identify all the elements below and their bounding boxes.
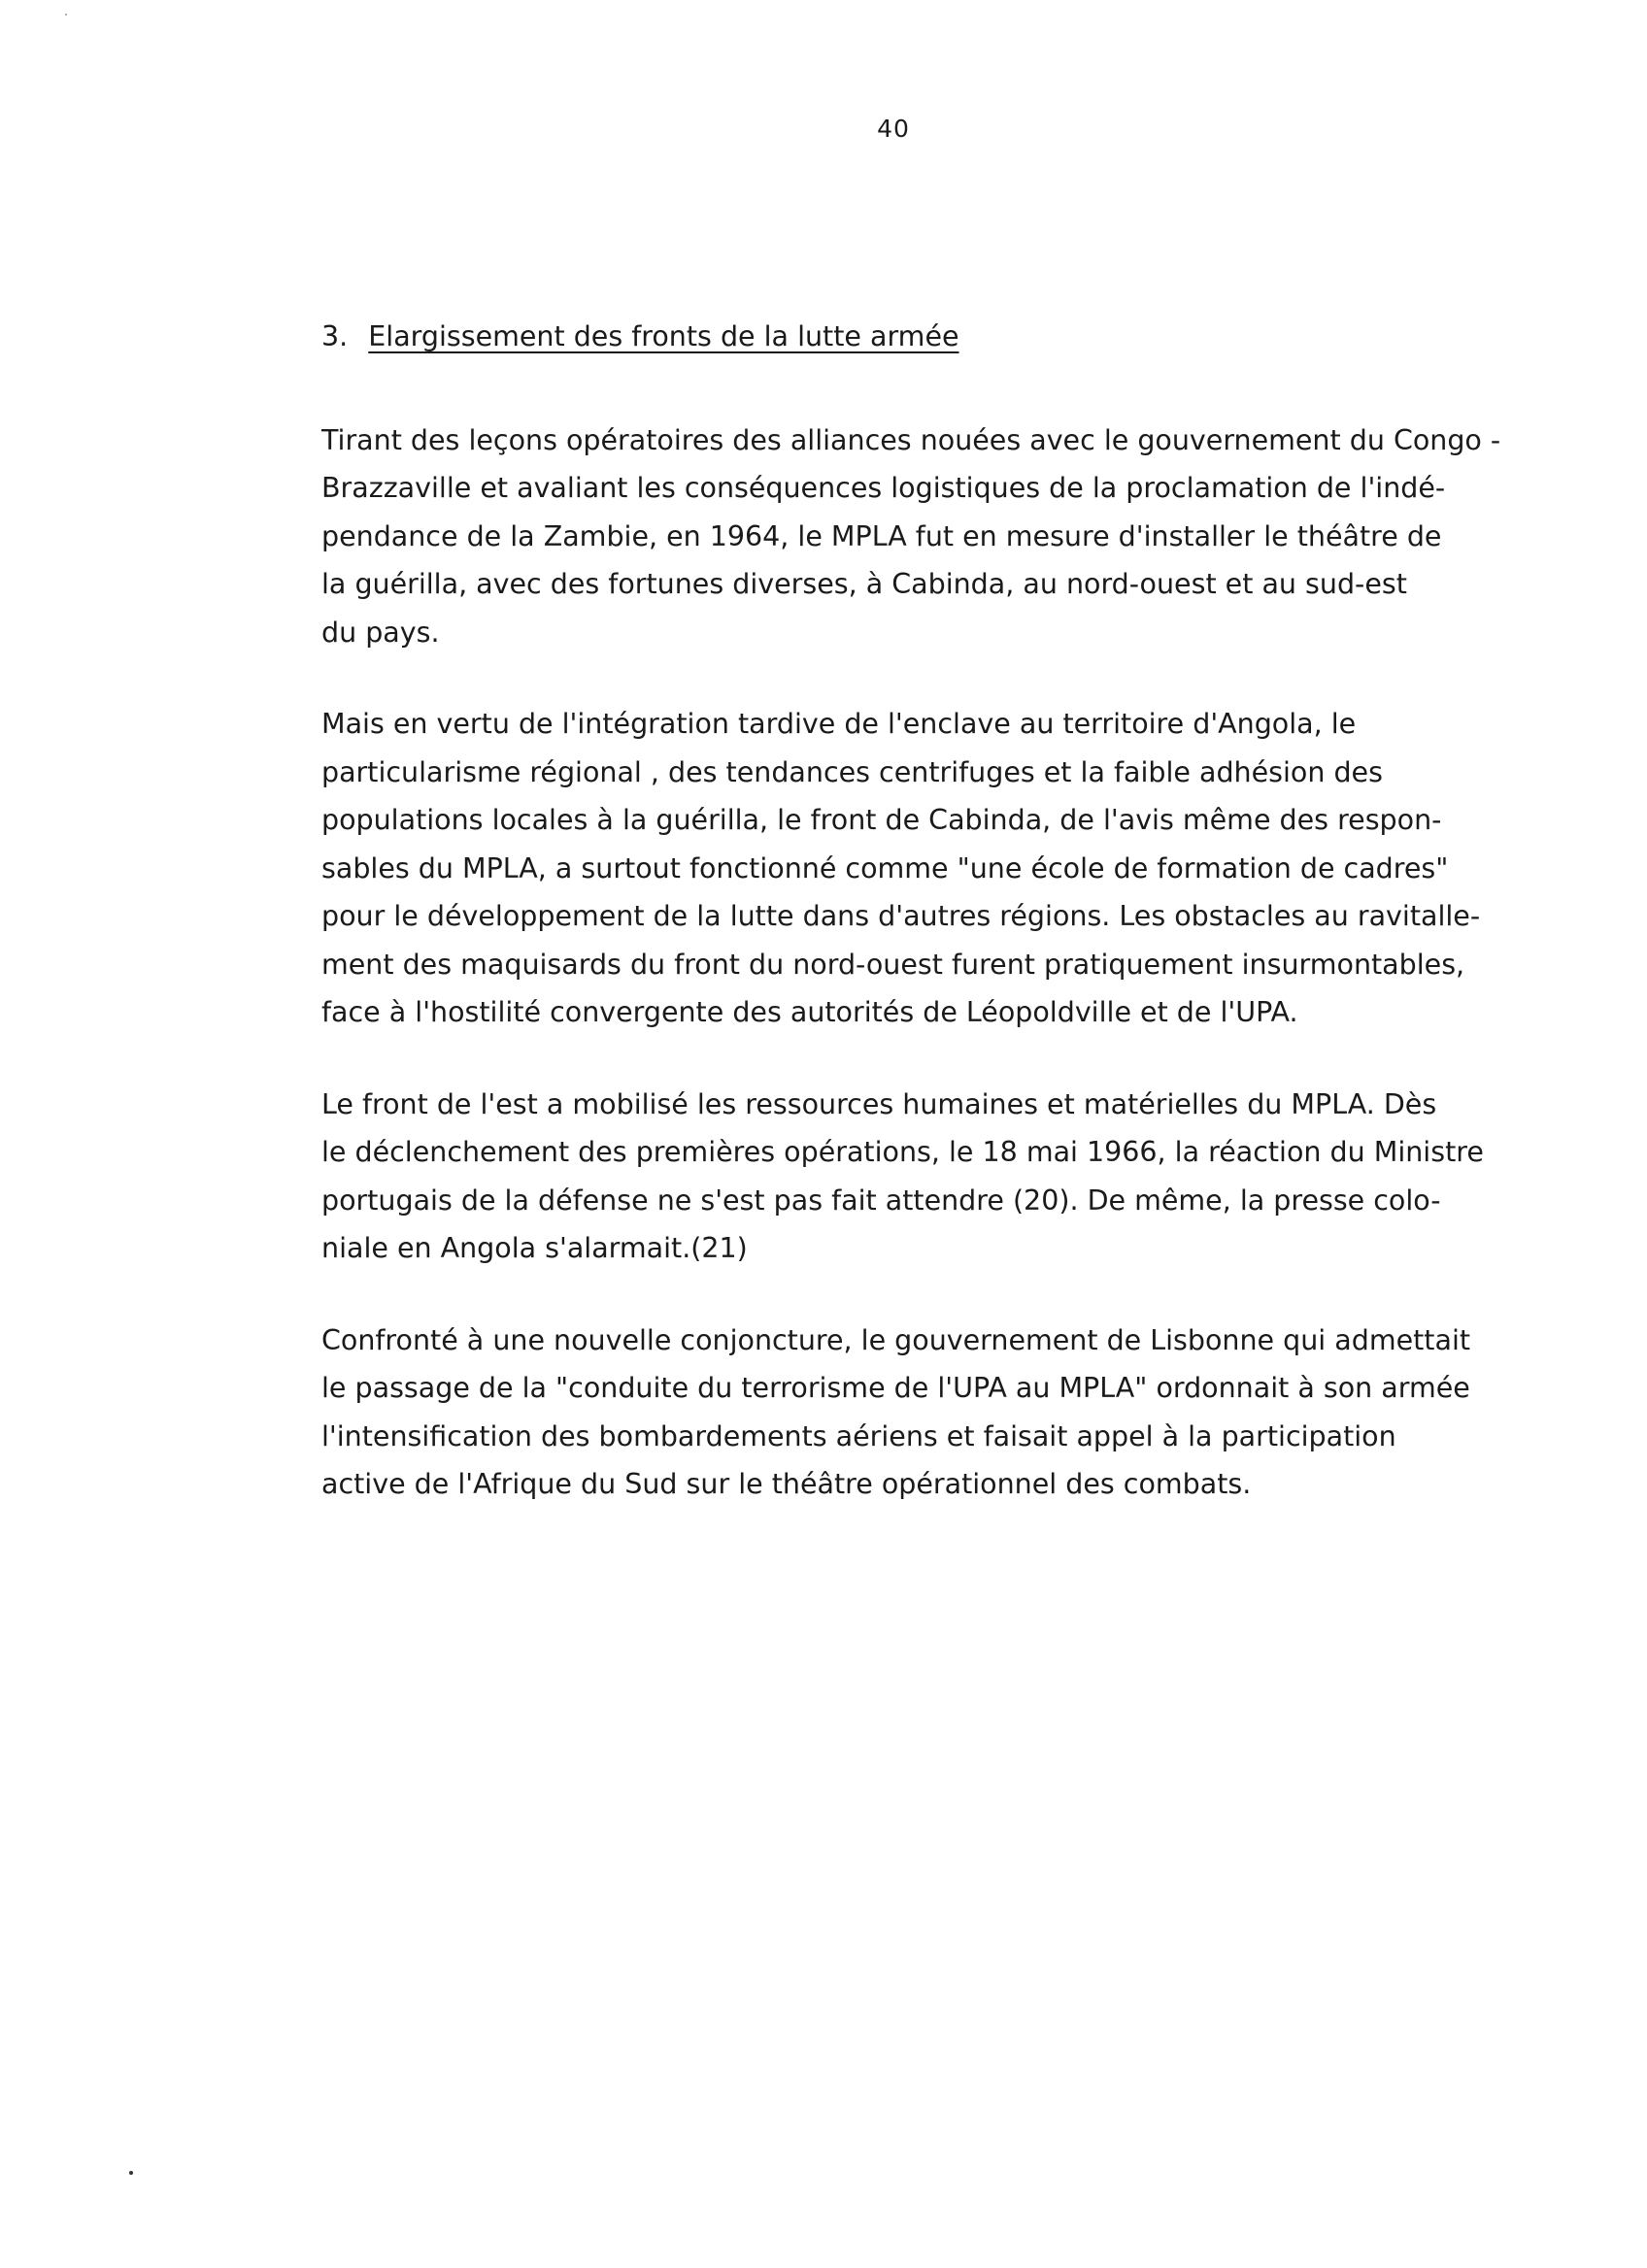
paragraph-line: la guérilla, avec des fortunes diverses, à Cabinda, au nord-ouest et au sud-est <box>321 568 1407 600</box>
section-heading <box>321 313 1584 361</box>
paragraph-line: Mais en vertu de l'intégration tardive de l'enclave au territoire d'Angola, le <box>321 708 1357 740</box>
paragraph-line: particularisme régional , des tendances centrifuges et la faible adhésion des <box>321 755 1383 788</box>
section-title: Elargissement des fronts de la lutte armée <box>368 320 959 352</box>
paragraph-line: Le front de l'est a mobilisé les ressources humaines et matérielles du MPLA. Dès <box>321 1087 1437 1120</box>
paragraph-line: portugais de la défense ne s'est pas fait attendre (20). De même, la presse colo- <box>321 1184 1441 1217</box>
paragraph-4 <box>321 1317 1584 1509</box>
paragraph-line: sables du MPLA, a surtout fonctionné comme "une école de formation de cadres" <box>321 851 1449 884</box>
paragraph-line: ment des maquisards du front du nord-ouest furent pratiquement insurmontables, <box>321 948 1465 981</box>
paragraph-line: pour le développement de la lutte dans d'autres régions. Les obstacles au ravitalle- <box>321 900 1481 932</box>
paragraph-line: l'intensification des bombardements aériens et faisait appel à la participation <box>321 1419 1396 1452</box>
paragraph-line: le déclenchement des premières opérations, le 18 mai 1966, la réaction du Ministre <box>321 1136 1484 1168</box>
page-content <box>321 313 1584 1552</box>
paragraph-line: pendance de la Zambie, en 1964, le MPLA fut en mesure d'installer le théâtre de <box>321 519 1442 552</box>
paragraph-1 <box>321 417 1584 657</box>
section-number: 3. <box>321 320 349 352</box>
paragraph-line: Confronté à une nouvelle conjoncture, le gouvernement de Lisbonne qui admettait <box>321 1323 1471 1356</box>
paragraph-line: niale en Angola s'alarmait.(21) <box>321 1232 748 1264</box>
paragraph-line: active de l'Afrique du Sud sur le théâtre opérationnel des combats. <box>321 1468 1252 1500</box>
scan-speck <box>65 14 67 16</box>
page-number: 40 <box>877 115 910 143</box>
scan-speck <box>129 2171 133 2175</box>
paragraph-line: face à l'hostilité convergente des autorités de Léopoldville et de l'UPA. <box>321 996 1298 1028</box>
paragraph-line: le passage de la "conduite du terrorisme de l'UPA au MPLA" ordonnait à son armée <box>321 1372 1470 1404</box>
paragraph-line: du pays. <box>321 616 440 649</box>
paragraph-2 <box>321 700 1584 1037</box>
paragraph-3 <box>321 1081 1584 1273</box>
paragraph-line: Brazzaville et avaliant les conséquences logistiques de la proclamation de l'indé- <box>321 472 1446 504</box>
paragraph-line: Tirant des leçons opératoires des alliances nouées avec le gouvernement du Congo - <box>321 423 1501 456</box>
paragraph-line: populations locales à la guérilla, le front de Cabinda, de l'avis même des respon- <box>321 804 1442 836</box>
